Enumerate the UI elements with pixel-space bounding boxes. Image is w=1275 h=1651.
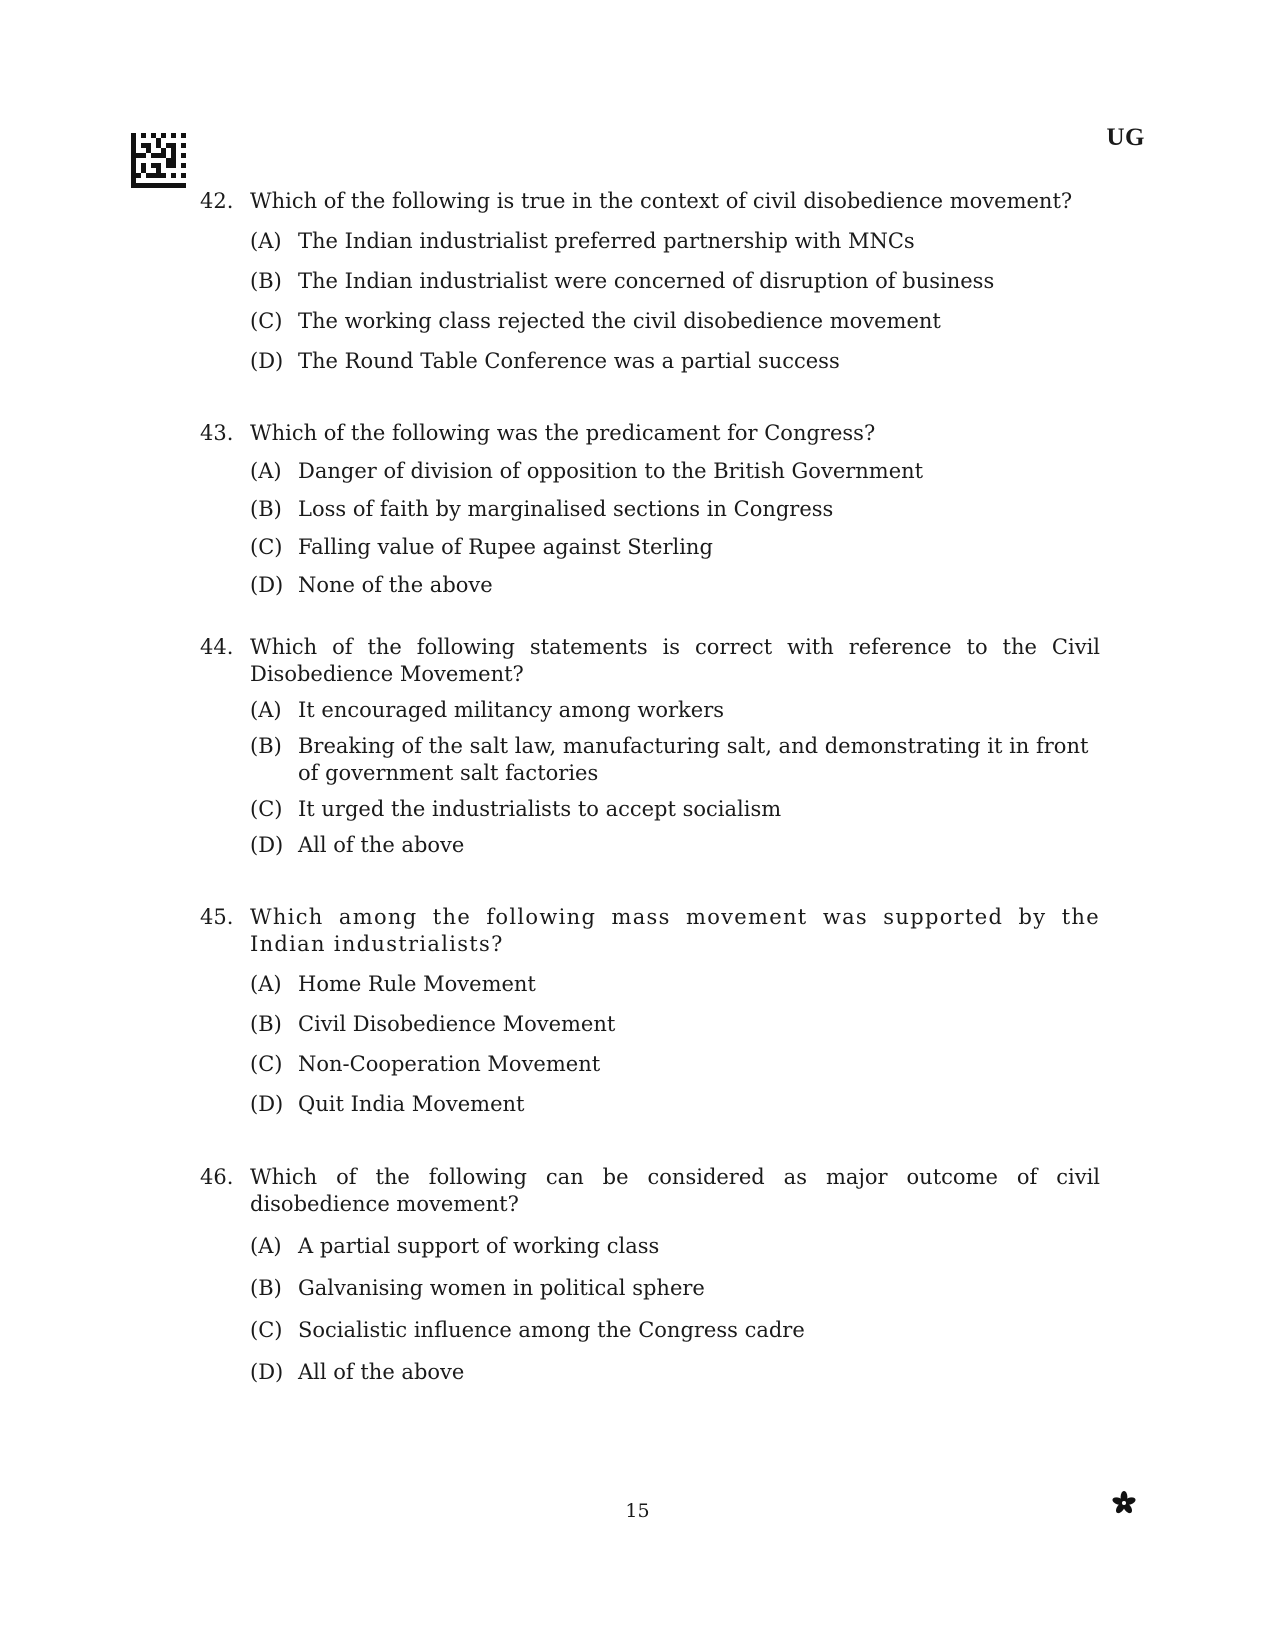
option-label: (B)	[250, 1276, 282, 1300]
option-label: (B)	[250, 269, 282, 293]
option-text: Home Rule Movement	[298, 972, 536, 996]
option-c	[250, 796, 1100, 823]
question-42	[200, 188, 1100, 375]
question-number: 42.	[200, 189, 234, 213]
question-text: Which of the following is true in the context of civil disobedience movement?	[250, 189, 1073, 213]
option-label: (C)	[250, 535, 283, 559]
option-c	[250, 534, 1100, 561]
option-label: (A)	[250, 972, 282, 996]
option-label: (C)	[250, 797, 283, 821]
option-label: (B)	[250, 497, 282, 521]
option-c	[250, 1051, 1100, 1078]
option-label: (D)	[250, 1360, 284, 1384]
option-d	[250, 1359, 1100, 1386]
option-label: (A)	[250, 459, 282, 483]
option-text: Danger of division of opposition to the British Government	[298, 459, 924, 483]
option-label: (D)	[250, 833, 284, 857]
option-b	[250, 733, 1100, 787]
option-label: (B)	[250, 1012, 282, 1036]
option-d	[250, 832, 1100, 859]
option-c	[250, 308, 1100, 335]
option-d	[250, 572, 1100, 599]
option-label: (C)	[250, 1052, 283, 1076]
option-b	[250, 1275, 1100, 1302]
option-text: The working class rejected the civil disobedience movement	[298, 309, 941, 333]
option-text: Quit India Movement	[298, 1092, 525, 1116]
option-c	[250, 1317, 1100, 1344]
question-45	[200, 904, 1100, 1118]
option-text: Breaking of the salt law, manufacturing salt, and demonstrating it in front of government salt factories	[298, 734, 1089, 785]
option-text: All of the above	[298, 1360, 465, 1384]
option-a	[250, 228, 1100, 255]
question-43	[200, 420, 1100, 599]
option-label: (C)	[250, 309, 283, 333]
option-d	[250, 1091, 1100, 1118]
option-label: (A)	[250, 698, 282, 722]
option-label: (B)	[250, 734, 282, 758]
question-44	[200, 634, 1100, 859]
option-text: Civil Disobedience Movement	[298, 1012, 616, 1036]
option-text: The Round Table Conference was a partial success	[298, 349, 840, 373]
option-text: Non-Cooperation Movement	[298, 1052, 601, 1076]
option-b	[250, 1011, 1100, 1038]
option-label: (C)	[250, 1318, 283, 1342]
option-text: Galvanising women in political sphere	[298, 1276, 705, 1300]
question-number: 43.	[200, 421, 234, 445]
option-d	[250, 348, 1100, 375]
option-text: It encouraged militancy among workers	[298, 698, 725, 722]
question-number: 45.	[200, 905, 234, 929]
question-text: Which of the following was the predicament for Congress?	[250, 421, 876, 445]
option-text: Falling value of Rupee against Sterling	[298, 535, 713, 559]
option-a	[250, 697, 1100, 724]
question-number: 44.	[200, 635, 234, 659]
option-text: None of the above	[298, 573, 493, 597]
option-b	[250, 268, 1100, 295]
question-text: Which among the following mass movement was supported by the Indian industrialists?	[250, 905, 1100, 956]
question-number: 46.	[200, 1165, 234, 1189]
page-number: 15	[625, 1500, 650, 1522]
asterisk-icon	[1111, 1490, 1137, 1516]
option-text: The Indian industrialist were concerned of disruption of business	[298, 269, 995, 293]
option-label: (D)	[250, 573, 284, 597]
option-text: All of the above	[298, 833, 465, 857]
option-text: It urged the industrialists to accept socialism	[298, 797, 782, 821]
option-a	[250, 1233, 1100, 1260]
exam-code: UG	[1106, 124, 1145, 151]
option-text: Loss of faith by marginalised sections in Congress	[298, 497, 834, 521]
qr-code-icon	[131, 133, 186, 188]
question-text: Which of the following statements is correct with reference to the Civil Disobedience Movement?	[250, 635, 1100, 686]
option-label: (D)	[250, 349, 284, 373]
option-text: The Indian industrialist preferred partnership with MNCs	[298, 229, 915, 253]
option-a	[250, 458, 1100, 485]
option-b	[250, 496, 1100, 523]
question-text: Which of the following can be considered as major outcome of civil disobedience movement?	[250, 1165, 1100, 1216]
option-a	[250, 971, 1100, 998]
option-label: (D)	[250, 1092, 284, 1116]
option-text: A partial support of working class	[298, 1234, 660, 1258]
option-text: Socialistic influence among the Congress cadre	[298, 1318, 805, 1342]
option-label: (A)	[250, 1234, 282, 1258]
option-label: (A)	[250, 229, 282, 253]
question-46	[200, 1164, 1100, 1386]
